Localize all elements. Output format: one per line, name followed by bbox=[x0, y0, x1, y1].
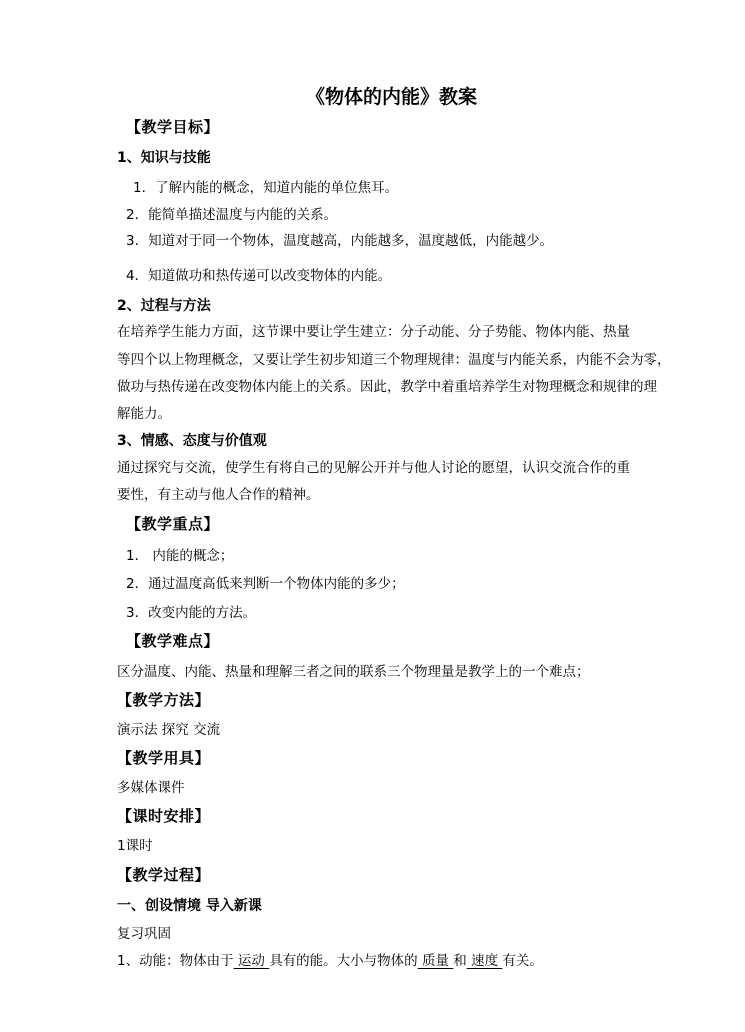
schedule-text: 1课时 bbox=[117, 838, 153, 854]
method-text: 演示法 探究 交流 bbox=[117, 722, 221, 738]
schedule-heading: 【课时安排】 bbox=[117, 807, 211, 825]
kinetic-and: 和 bbox=[453, 953, 467, 969]
key-point-item: 2．通过温度高低来判断一个物体内能的多少； bbox=[126, 576, 405, 592]
key-point-item: 1． 内能的概念； bbox=[126, 548, 234, 564]
paragraph-line: 通过探究与交流，使学生有将自己的见解公开并与他人讨论的愿望，认识交流合作的重 bbox=[117, 460, 630, 476]
knowledge-skills-heading: 1、知识与技能 bbox=[117, 150, 211, 166]
goal-item: 3．知道对于同一个物体，温度越高，内能越多，温度越低，内能越少。 bbox=[126, 233, 554, 249]
goals-heading: 【教学目标】 bbox=[126, 118, 220, 136]
tools-heading: 【教学用具】 bbox=[117, 749, 211, 767]
document-title: 《物体的内能》教案 bbox=[306, 86, 478, 108]
key-points-heading: 【教学重点】 bbox=[126, 515, 220, 533]
paragraph-line: 要性，有主动与他人合作的精神。 bbox=[117, 487, 320, 503]
difficulty-text: 区分温度、内能、热量和理解三者之间的联系三个物理量是教学上的一个难点； bbox=[117, 664, 590, 680]
kinetic-energy-line bbox=[117, 952, 543, 970]
tools-text: 多媒体课件 bbox=[117, 780, 185, 796]
key-point-item: 3．改变内能的方法。 bbox=[126, 605, 257, 621]
part1-heading: 一、创设情境 导入新课 bbox=[117, 898, 262, 914]
kinetic-suffix: 有关。 bbox=[502, 953, 543, 969]
paragraph-line: 等四个以上物理概念，又要让学生初步知道三个物理规律：温度与内能关系，内能不会为零， bbox=[117, 352, 671, 368]
fill-blank-motion: 运动 bbox=[233, 953, 270, 969]
goal-item: 1．了解内能的概念，知道内能的单位焦耳。 bbox=[133, 180, 399, 196]
paragraph-line: 解能力。 bbox=[117, 406, 171, 422]
kinetic-prefix: 1、动能：物体由于 bbox=[117, 953, 234, 969]
teaching-process-heading: 【教学过程】 bbox=[117, 866, 211, 884]
goal-item: 4．知道做功和热传递可以改变物体的内能。 bbox=[126, 268, 392, 284]
method-heading: 【教学方法】 bbox=[117, 691, 211, 709]
goal-item: 2．能简单描述温度与内能的关系。 bbox=[126, 207, 338, 223]
review-label: 复习巩固 bbox=[117, 926, 171, 942]
paragraph-line: 在培养学生能力方面，这节课中要让学生建立：分子动能、分子势能、物体内能、热量 bbox=[117, 324, 630, 340]
paragraph-line: 做功与热传递在改变物体内能上的关系。因此，教学中着重培养学生对物理概念和规律的理 bbox=[117, 379, 657, 395]
kinetic-mid: 具有的能。大小与物体的 bbox=[269, 953, 418, 969]
process-method-heading: 2、过程与方法 bbox=[117, 298, 211, 314]
attitude-heading: 3、情感、态度与价值观 bbox=[117, 433, 267, 449]
fill-blank-mass: 质量 bbox=[417, 953, 454, 969]
difficulty-heading: 【教学难点】 bbox=[126, 632, 220, 650]
fill-blank-speed: 速度 bbox=[466, 953, 503, 969]
